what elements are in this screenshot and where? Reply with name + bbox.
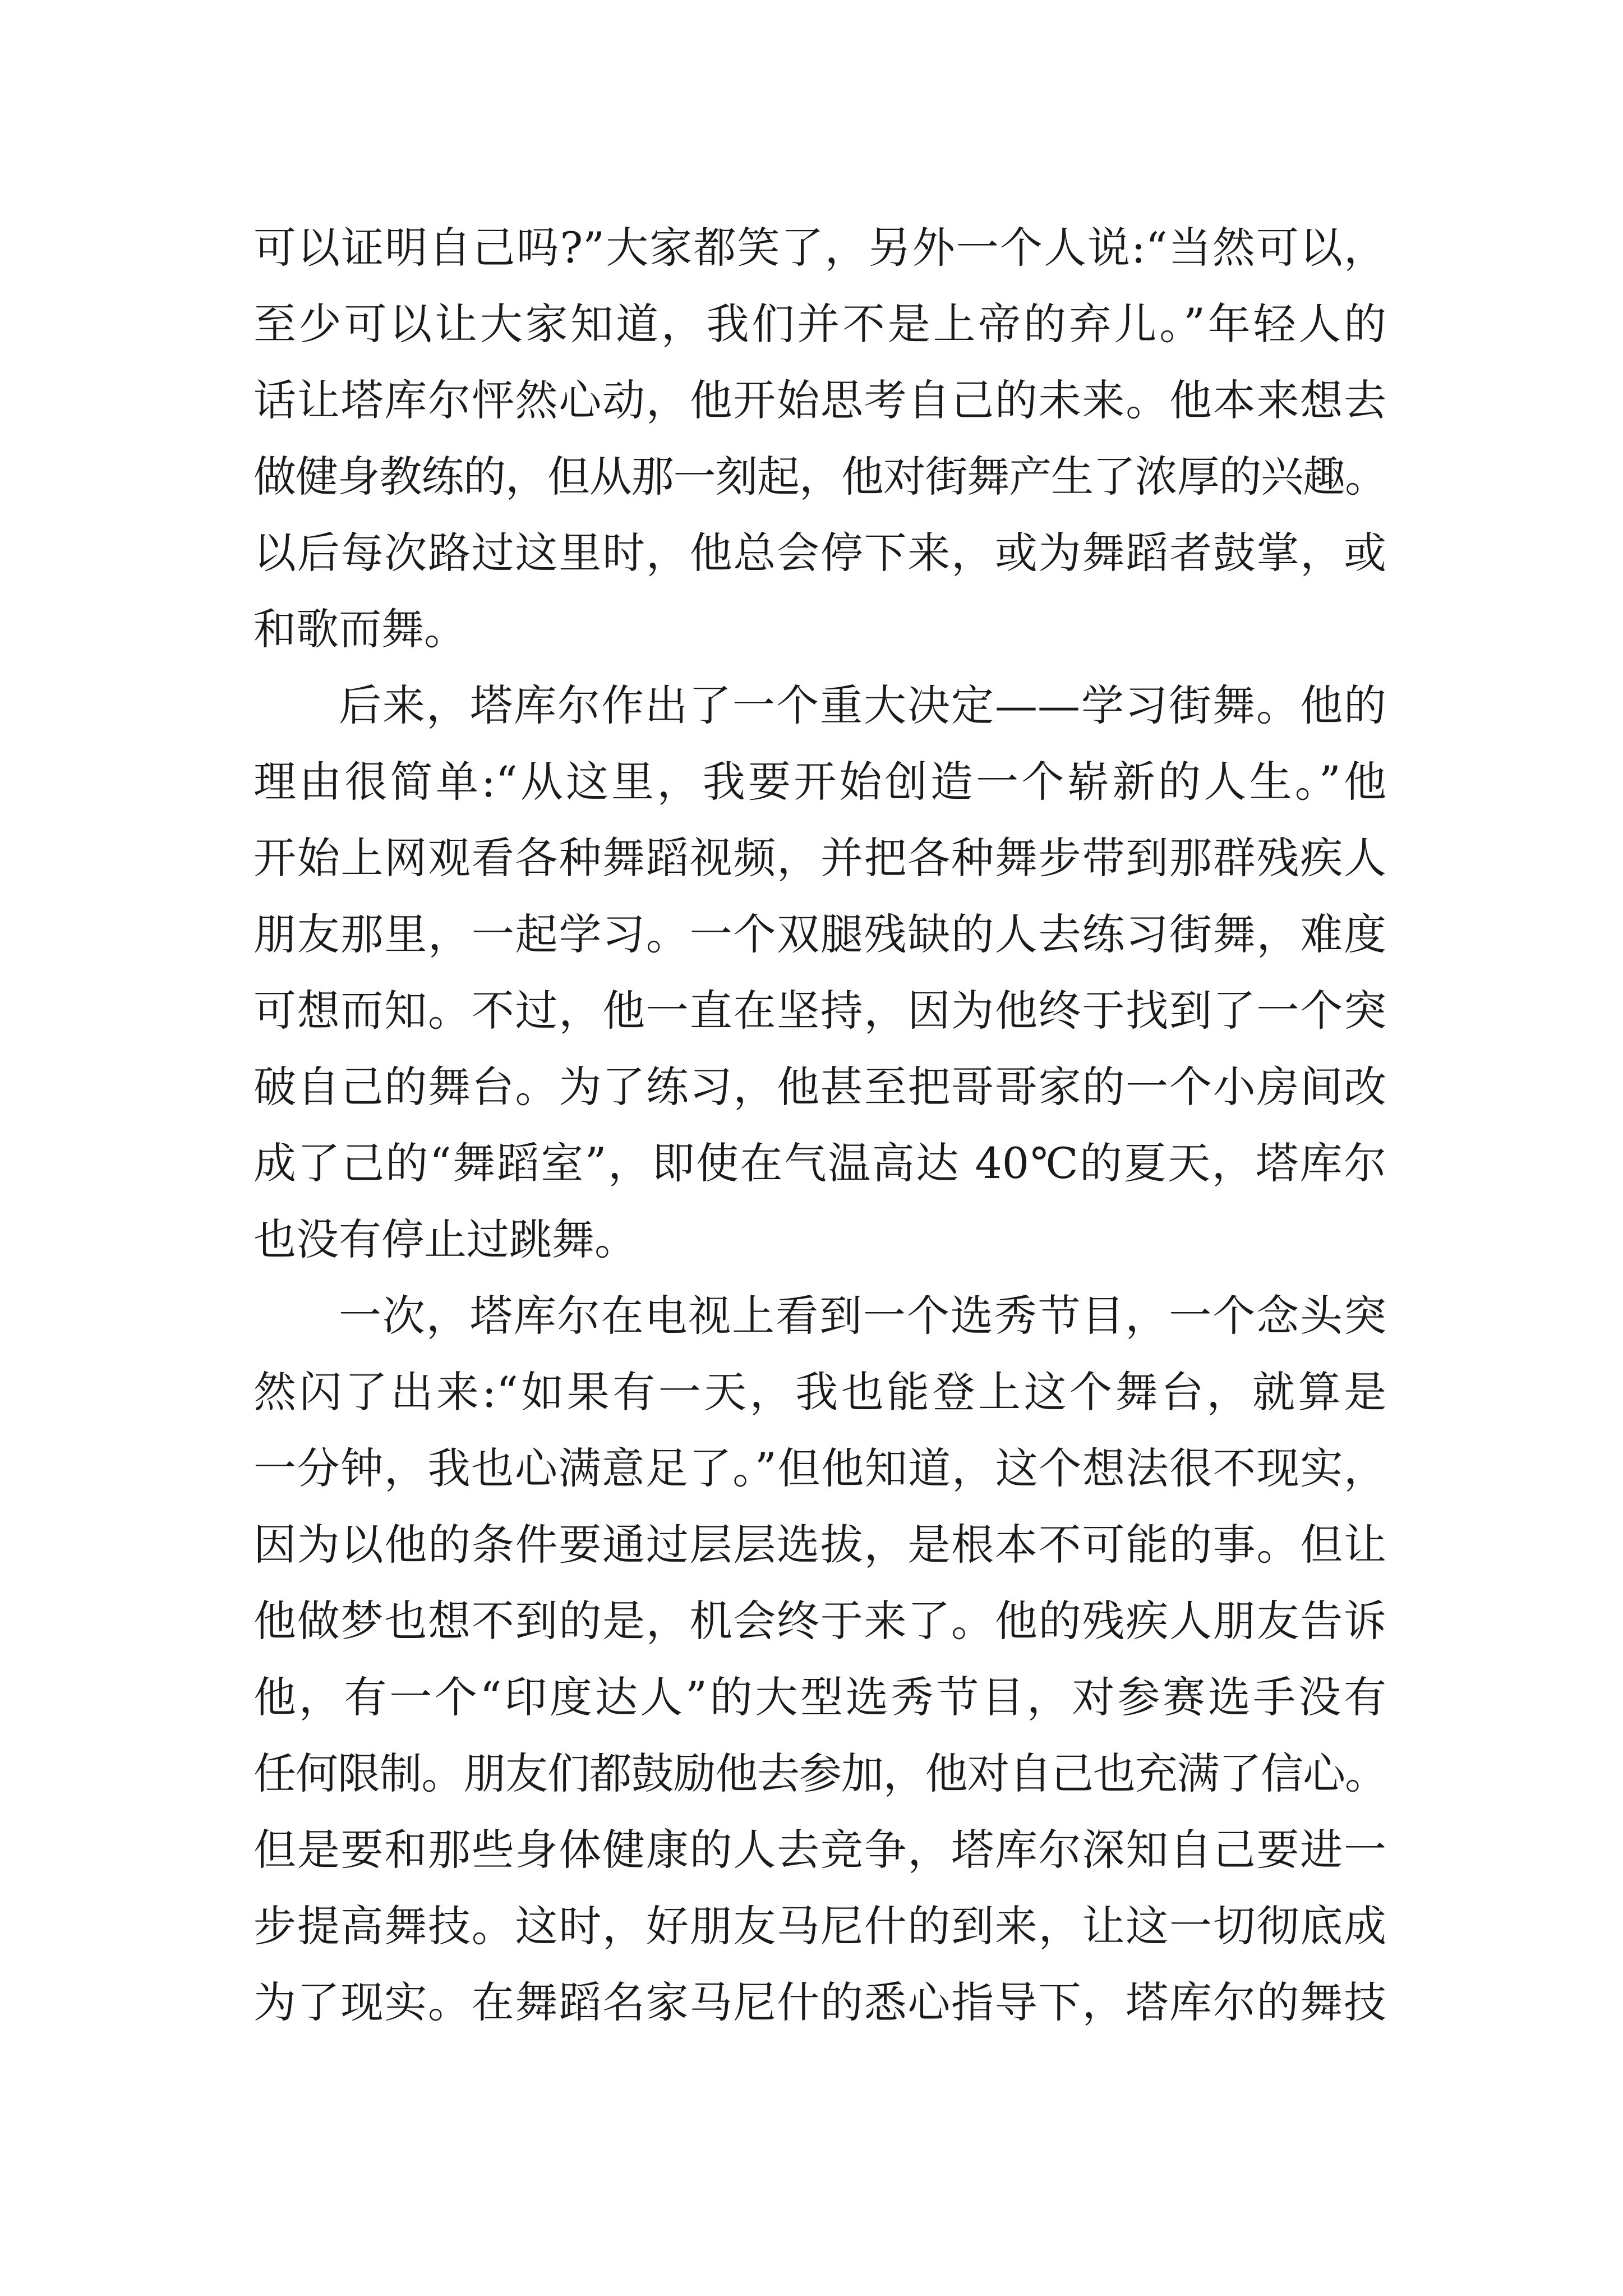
text-line: 但是要和那些身体健康的人去竞争，塔库尔深知自己要进一	[253, 1825, 1386, 1875]
text-line: 做健身教练的，但从那一刻起，他对街舞产生了浓厚的兴趣。	[253, 452, 1386, 501]
text-line: 朋友那里，一起学习。一个双腿残缺的人去练习街舞，难度	[253, 909, 1386, 959]
text-line: 他做梦也想不到的是，机会终于来了。他的残疾人朋友告诉	[253, 1596, 1386, 1646]
text-line: 一分钟，我也心满意足了。”但他知道，这个想法很不现实，	[253, 1443, 1386, 1493]
text-line: 至少可以让大家知道，我们并不是上帝的弃儿。”年轻人的	[253, 299, 1386, 349]
text-line: 理由很简单:“从这里，我要开始创造一个崭新的人生。”他	[253, 757, 1386, 807]
text-line: 和歌而舞。	[253, 604, 467, 654]
body-text	[253, 210, 1386, 2041]
text-line: 为了现实。在舞蹈名家马尼什的悉心指导下，塔库尔的舞技	[253, 1977, 1386, 2027]
text-line: 成了己的“舞蹈室”，即使在气温高达 40℃的夏天，塔库尔	[253, 1138, 1386, 1188]
text-line: 以后每次路过这里时，他总会停下来，或为舞蹈者鼓掌，或	[253, 528, 1386, 578]
paragraph-first-line: 后来，塔库尔作出了一个重大决定——学习街舞。他的	[339, 680, 1386, 730]
text-line: 也没有停止过跳舞。	[253, 1214, 637, 1264]
paragraph-first-line: 一次，塔库尔在电视上看到一个选秀节目，一个念头突	[339, 1291, 1386, 1341]
text-line: 他，有一个“印度达人”的大型选秀节目，对参赛选手没有	[253, 1672, 1386, 1722]
text-line: 开始上网观看各种舞蹈视频，并把各种舞步带到那群残疾人	[253, 833, 1386, 883]
text-line: 任何限制。朋友们都鼓励他去参加，他对自己也充满了信心。	[253, 1749, 1386, 1798]
text-line: 可想而知。不过，他一直在坚持，因为他终于找到了一个突	[253, 986, 1386, 1036]
text-line: 破自己的舞台。为了练习，他甚至把哥哥家的一个小房间改	[253, 1062, 1386, 1112]
text-line: 步提高舞技。这时，好朋友马尼什的到来，让这一切彻底成	[253, 1901, 1386, 1951]
text-line: 因为以他的条件要通过层层选拔，是根本不可能的事。但让	[253, 1520, 1386, 1570]
text-line: 可以证明自己吗?”大家都笑了，另外一个人说:“当然可以，	[253, 223, 1386, 273]
text-line: 然闪了出来:“如果有一天，我也能登上这个舞台，就算是	[253, 1367, 1386, 1417]
text-line: 话让塔库尔怦然心动，他开始思考自己的未来。他本来想去	[253, 375, 1386, 425]
